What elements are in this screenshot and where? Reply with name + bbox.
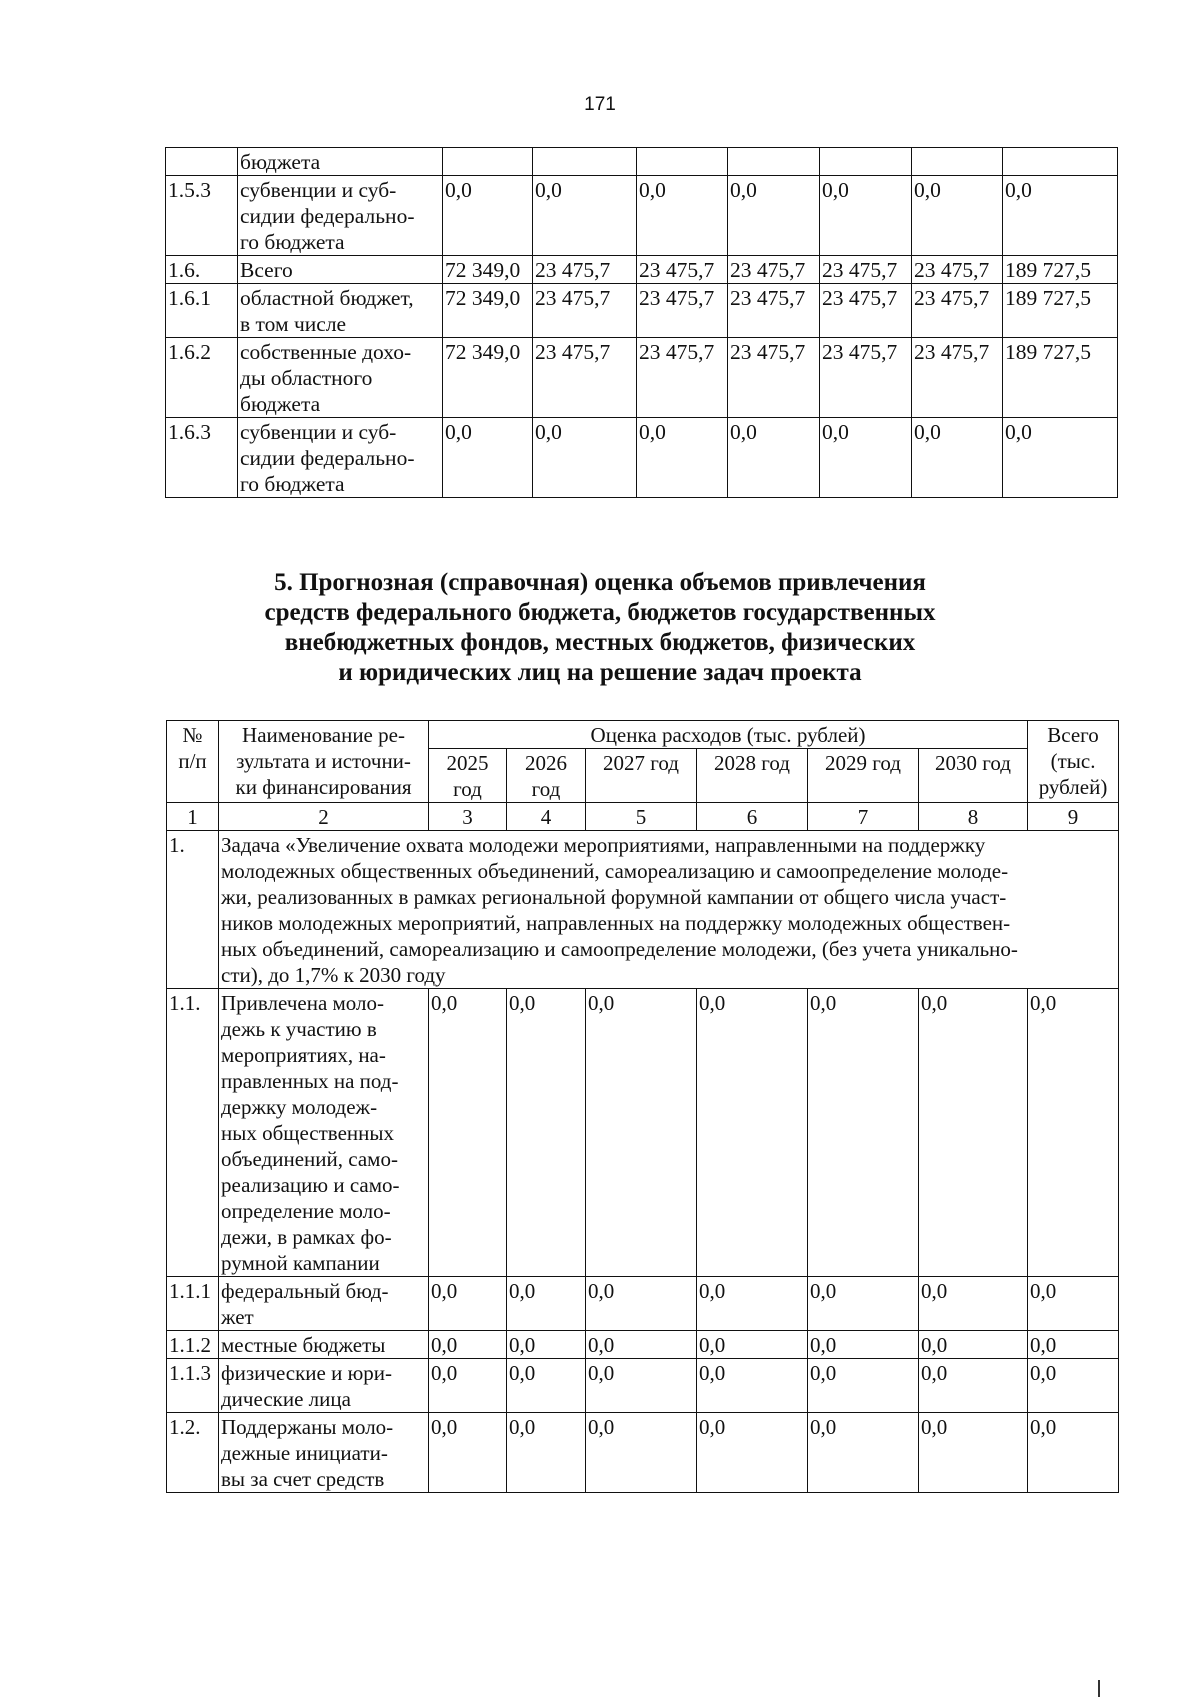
row-value: 0,0 (728, 418, 820, 498)
row-name-line: местные бюджеты (221, 1333, 386, 1357)
row-number: 1.1.3 (167, 1359, 219, 1413)
row-value: 0,0 (443, 418, 533, 498)
row-value: 23 475,7 (728, 338, 820, 418)
row-number: 1.5.3 (166, 176, 238, 256)
row-value: 0,0 (1028, 1359, 1119, 1413)
row-value: 0,0 (533, 176, 637, 256)
row-name-line: го бюджета (240, 472, 345, 496)
row-value: 189 727,5 (1003, 284, 1118, 338)
header-year-2029: 2029 год (808, 749, 919, 803)
row-name (238, 284, 443, 338)
row-value: 72 349,0 (443, 284, 533, 338)
row-name (238, 256, 443, 284)
column-number: 2 (219, 803, 429, 831)
row-number: 1.1.2 (167, 1331, 219, 1359)
row-name-line: областной бюджет, (240, 286, 414, 310)
row-value: 0,0 (1028, 1331, 1119, 1359)
row-value: 0,0 (912, 176, 1003, 256)
row-value: 0,0 (429, 989, 507, 1277)
row-value (1003, 148, 1118, 176)
table-row (166, 338, 1118, 418)
row-number: 1.1.1 (167, 1277, 219, 1331)
row-name-line: жет (221, 1305, 254, 1329)
row-value: 0,0 (919, 1359, 1028, 1413)
row-value: 72 349,0 (443, 256, 533, 284)
row-value: 189 727,5 (1003, 256, 1118, 284)
row-value: 0,0 (429, 1359, 507, 1413)
row-value: 0,0 (808, 1331, 919, 1359)
row-name-line: физические и юри- (221, 1361, 393, 1385)
row-value: 23 475,7 (533, 338, 637, 418)
table-row (167, 989, 1119, 1277)
section-heading-line: внебюджетных фондов, местных бюджетов, физических (284, 629, 916, 656)
row-name-line: вы за счет средств (221, 1467, 385, 1491)
table-row (166, 148, 1118, 176)
row-value: 0,0 (429, 1413, 507, 1493)
row-value: 0,0 (820, 176, 912, 256)
column-numbers-row (167, 803, 1119, 831)
row-value: 0,0 (586, 1277, 697, 1331)
row-value: 23 475,7 (637, 256, 728, 284)
row-name-line: в том числе (240, 312, 347, 336)
row-name-line: субвенции и суб- (240, 178, 397, 202)
table-row (167, 1359, 1119, 1413)
table-row (166, 176, 1118, 256)
row-value: 0,0 (1003, 176, 1118, 256)
row-value: 23 475,7 (637, 338, 728, 418)
header-year-2030: 2030 год (919, 749, 1028, 803)
row-name-line: бюджета (240, 392, 321, 416)
row-name-line: сидии федерально- (240, 446, 415, 470)
row-value: 0,0 (586, 989, 697, 1277)
row-name (238, 176, 443, 256)
row-value: 0,0 (697, 1359, 808, 1413)
header-name: Наименование ре- зультата и источни- ки финансирования (219, 721, 429, 803)
row-name-line: правленных на под- (221, 1069, 399, 1093)
row-value: 0,0 (912, 418, 1003, 498)
section-heading (0, 568, 1200, 688)
funding-estimate-table (166, 720, 1119, 1493)
row-value: 0,0 (697, 1277, 808, 1331)
table-row (167, 1331, 1119, 1359)
row-number: 1.6.2 (166, 338, 238, 418)
row-value: 0,0 (820, 418, 912, 498)
row-value (533, 148, 637, 176)
row-value: 0,0 (919, 1277, 1028, 1331)
row-value: 23 475,7 (533, 284, 637, 338)
section-heading-line: и юридических лиц на решение задач проекта (338, 659, 862, 686)
row-number: 1.2. (167, 1413, 219, 1493)
row-name-line: бюджета (240, 150, 321, 174)
row-value: 23 475,7 (820, 256, 912, 284)
row-value: 0,0 (728, 176, 820, 256)
row-value: 0,0 (586, 1413, 697, 1493)
row-value: 0,0 (697, 1331, 808, 1359)
scan-artifact-mark (1098, 1680, 1100, 1697)
row-value: 72 349,0 (443, 338, 533, 418)
row-name-line: дежи, в рамках фо- (221, 1225, 392, 1249)
row-value: 0,0 (808, 1277, 919, 1331)
row-value: 189 727,5 (1003, 338, 1118, 418)
row-value: 0,0 (507, 1359, 586, 1413)
row-value: 23 475,7 (912, 256, 1003, 284)
row-value: 0,0 (1028, 1413, 1119, 1493)
row-value: 0,0 (808, 989, 919, 1277)
row-value (912, 148, 1003, 176)
table-row (167, 1277, 1119, 1331)
row-name-line: ных общественных (221, 1121, 394, 1145)
column-number: 4 (507, 803, 586, 831)
task-num: 1. (167, 831, 219, 989)
row-value: 0,0 (429, 1277, 507, 1331)
header-num: № п/п (167, 721, 219, 803)
row-value: 0,0 (507, 989, 586, 1277)
row-name (219, 1277, 429, 1331)
section-heading-line: средств федерального бюджета, бюджетов государственных (264, 599, 936, 626)
row-value: 0,0 (919, 989, 1028, 1277)
column-number: 3 (429, 803, 507, 831)
row-value: 0,0 (1028, 989, 1119, 1277)
header-row (167, 721, 1119, 749)
header-year-2027: 2027 год (586, 749, 697, 803)
row-value (820, 148, 912, 176)
row-value: 0,0 (637, 176, 728, 256)
row-name-line: собственные дохо- (240, 340, 412, 364)
page-number: 171 (584, 94, 616, 115)
row-value: 0,0 (637, 418, 728, 498)
row-value: 0,0 (697, 989, 808, 1277)
row-value: 0,0 (586, 1331, 697, 1359)
row-name-line: субвенции и суб- (240, 420, 397, 444)
row-number: 1.6.1 (166, 284, 238, 338)
row-name-line: держку молодеж- (221, 1095, 378, 1119)
table-row (166, 284, 1118, 338)
row-value: 23 475,7 (912, 284, 1003, 338)
row-value: 0,0 (507, 1277, 586, 1331)
column-number: 5 (586, 803, 697, 831)
row-name (219, 1359, 429, 1413)
row-name (219, 1331, 429, 1359)
row-value: 23 475,7 (912, 338, 1003, 418)
row-value (728, 148, 820, 176)
row-value: 0,0 (429, 1331, 507, 1359)
row-name-line: го бюджета (240, 230, 345, 254)
row-value: 23 475,7 (820, 338, 912, 418)
row-name-line: Поддержаны моло- (221, 1415, 394, 1439)
row-name-line: Всего (240, 258, 293, 282)
row-name-line: дежь к участию в (221, 1017, 377, 1041)
row-name-line: румной кампании (221, 1251, 380, 1275)
task-row (167, 831, 1119, 989)
header-year-2025: 2025 год (429, 749, 507, 803)
row-value: 0,0 (507, 1413, 586, 1493)
row-name-line: федеральный бюд- (221, 1279, 389, 1303)
row-value: 0,0 (533, 418, 637, 498)
row-value: 0,0 (586, 1359, 697, 1413)
row-value (637, 148, 728, 176)
row-value: 23 475,7 (728, 284, 820, 338)
row-value: 23 475,7 (820, 284, 912, 338)
row-name (219, 989, 429, 1277)
column-number: 1 (167, 803, 219, 831)
row-value: 0,0 (808, 1359, 919, 1413)
row-value: 0,0 (808, 1413, 919, 1493)
row-name (219, 1413, 429, 1493)
row-number: 1.1. (167, 989, 219, 1277)
row-name-line: дежные инициати- (221, 1441, 388, 1465)
table-row (167, 1413, 1119, 1493)
row-name-line: реализацию и само- (221, 1173, 400, 1197)
section-heading-line: 5. Прогнозная (справочная) оценка объемов привлечения (274, 569, 926, 596)
row-name-line: объединений, само- (221, 1147, 398, 1171)
column-number: 7 (808, 803, 919, 831)
column-number: 8 (919, 803, 1028, 831)
row-name-line: определение моло- (221, 1199, 391, 1223)
header-expense-group: Оценка расходов (тыс. рублей) (429, 721, 1028, 749)
row-number: 1.6.3 (166, 418, 238, 498)
budget-table-continued (165, 147, 1118, 498)
row-name-line: сидии федерально- (240, 204, 415, 228)
header-year-2026: 2026 год (507, 749, 586, 803)
table-row (166, 418, 1118, 498)
column-number: 9 (1028, 803, 1119, 831)
row-name-line: Привлечена моло- (221, 991, 384, 1015)
row-value: 0,0 (507, 1331, 586, 1359)
row-value: 0,0 (1003, 418, 1118, 498)
row-value: 0,0 (919, 1413, 1028, 1493)
row-number (166, 148, 238, 176)
header-year-2028: 2028 год (697, 749, 808, 803)
row-number: 1.6. (166, 256, 238, 284)
row-name-line: ды областного (240, 366, 373, 390)
row-name (238, 338, 443, 418)
task-text: Задача «Увеличение охвата молодежи мероприятиями, направленными на поддержку молодежных общественных объединений, самореализацию и самоопределение молоде- жи, реализованных в рамках региональной форумной кампании от общего числа участ- ников молодежных мероприятий, направленных на поддержку молодежных обществен- ных объединений, самореализацию и самоопределение молодежи, (без учета уникально- сти), до 1,7% к 2030 году (219, 831, 1119, 989)
column-number: 6 (697, 803, 808, 831)
header-total: Всего (тыс. рублей) (1028, 721, 1119, 803)
row-name (238, 148, 443, 176)
table-row (166, 256, 1118, 284)
row-value: 23 475,7 (728, 256, 820, 284)
row-name-line: дические лица (221, 1387, 351, 1411)
row-value: 0,0 (1028, 1277, 1119, 1331)
row-name (238, 418, 443, 498)
row-value: 23 475,7 (533, 256, 637, 284)
row-value (443, 148, 533, 176)
row-value: 0,0 (919, 1331, 1028, 1359)
row-value: 0,0 (697, 1413, 808, 1493)
row-name-line: мероприятиях, на- (221, 1043, 386, 1067)
row-value: 23 475,7 (637, 284, 728, 338)
row-value: 0,0 (443, 176, 533, 256)
